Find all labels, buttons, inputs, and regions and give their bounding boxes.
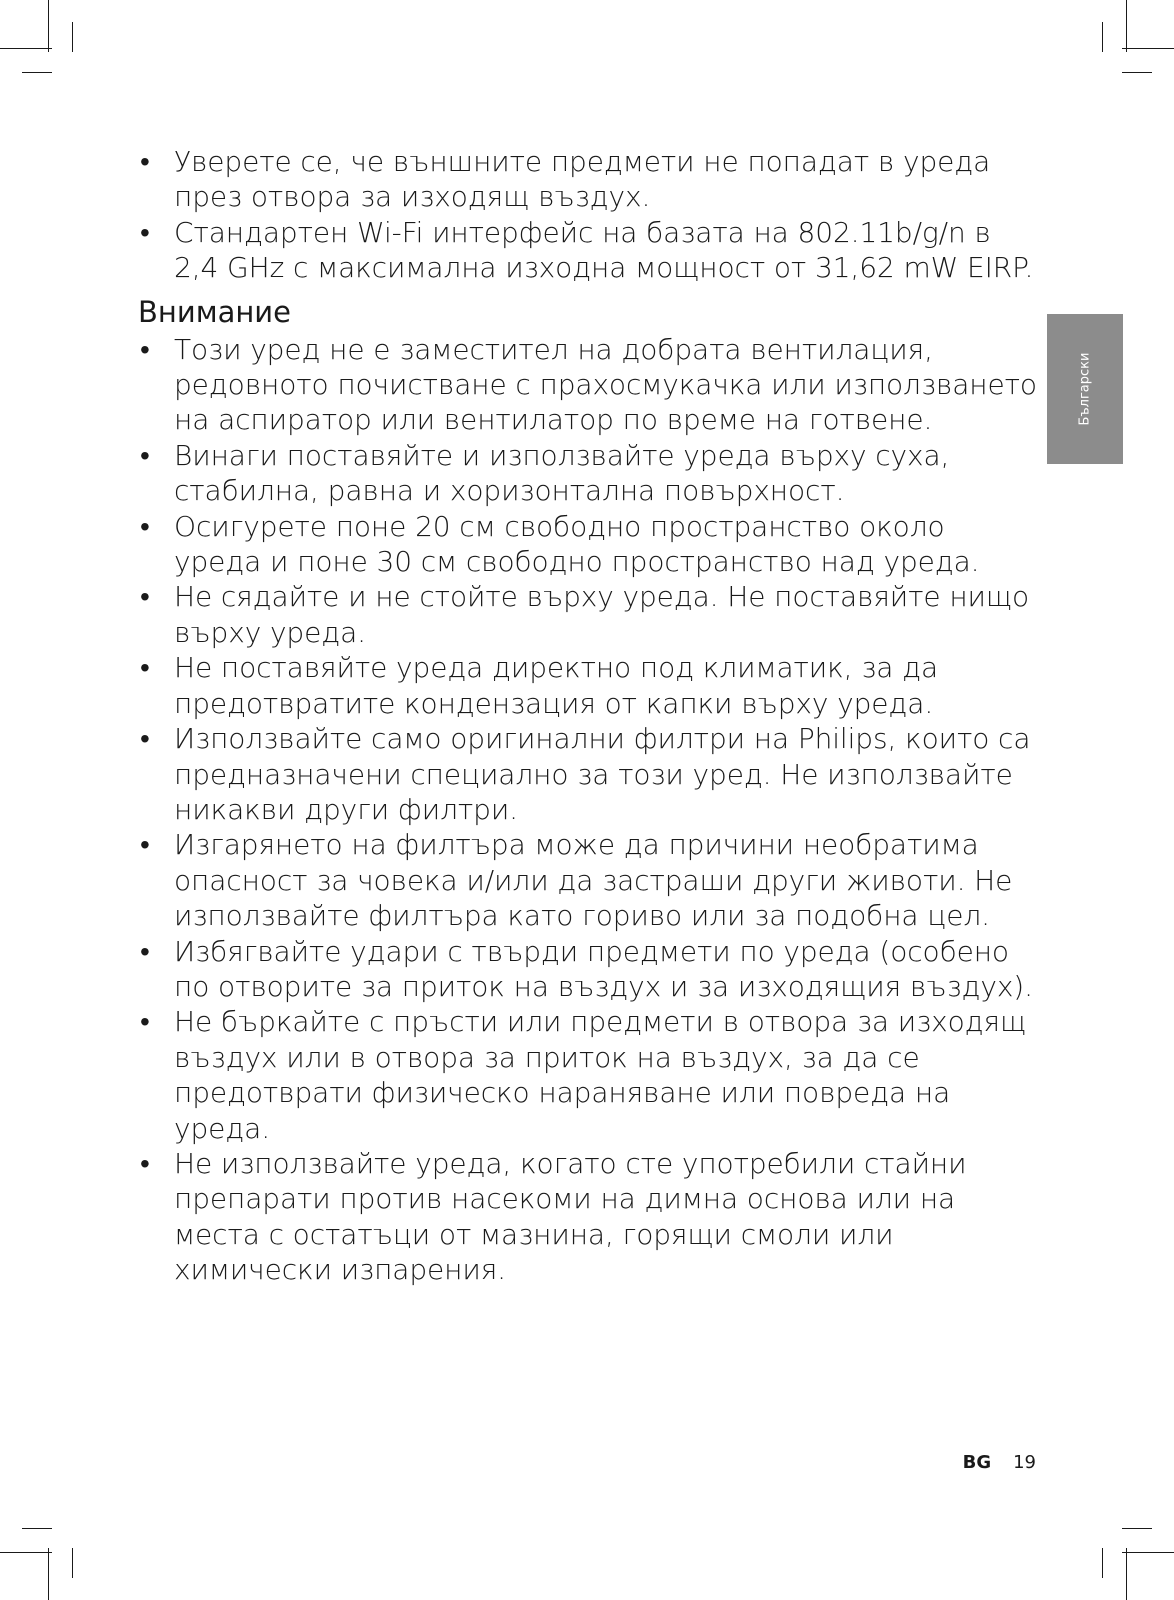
bullet-icon: • <box>140 934 150 968</box>
bullet-icon: • <box>140 332 150 366</box>
crop-mark <box>1122 48 1174 49</box>
bullet-icon: • <box>140 580 150 614</box>
caution-list <box>138 332 1038 1288</box>
list-item: • Използвайте само оригинални филтри на Philips, които са предназначени специално за този уред. Не използвайте никакви други филтри. <box>140 722 1031 826</box>
page-number: 19 <box>1013 1452 1036 1473</box>
crop-mark <box>72 22 73 52</box>
list-item: • Не използвайте уреда, когато сте употребили стайни препарати против насекоми на димна основа или на места с остатъци от мазнина, горящи смоли или химически изпарения. <box>140 1146 967 1287</box>
list-item: • Винаги поставяйте и използвайте уреда върху суха, стабилна, равна и хоризонтална повърхност. <box>140 438 950 508</box>
list-item: • Не бъркайте с пръсти или предмети в отвора за изходящ въздух или в отвора за приток на въздух, за да се предотврати физическо нараняване или повреда на уреда. <box>140 1005 1027 1145</box>
bullet-icon: • <box>140 1005 150 1039</box>
crop-mark <box>22 1528 52 1529</box>
crop-mark <box>1102 1548 1103 1578</box>
bullet-icon: • <box>140 722 150 756</box>
bullet-icon: • <box>140 828 150 862</box>
bullet-icon: • <box>140 215 150 249</box>
bullet-icon: • <box>140 145 150 178</box>
crop-mark <box>48 1548 49 1600</box>
list-item: • Уверете се, че външните предмети не попадат в уреда през отвора за изходящ въздух. <box>140 145 991 214</box>
bullet-icon: • <box>140 651 150 685</box>
crop-mark <box>22 72 52 73</box>
bullet-icon: • <box>140 1146 150 1180</box>
list-item: • Не сядайте и не стойте върху уреда. Не поставяйте нищо върху уреда. <box>140 580 1030 649</box>
list-item: • Избягвайте удари с твърди предмети по уреда (особено по отворите за приток на въздух и за изходящия въздух). <box>140 934 1033 1003</box>
language-tab <box>1047 314 1123 464</box>
crop-mark <box>1122 1552 1174 1553</box>
page-footer <box>940 1452 1036 1473</box>
list-item: • Осигурете поне 20 см свободно пространство около уреда и поне 30 см свободно пространство над уреда. <box>140 509 980 579</box>
list-item: • Изгарянето на филтъра може да причини необратима опасност за човека и/или да застраши други животи. Не използвайте филтъра като гориво или за подобна цел. <box>140 828 1013 933</box>
crop-mark <box>1126 1548 1127 1600</box>
intro-list <box>138 144 1038 286</box>
list-item: • Стандартен Wi-Fi интерфейс на базата на 802.11b/g/n в 2,4 GHz с максимална изходна мощност от 31,62 mW EIRP. <box>140 215 1034 285</box>
crop-mark <box>1102 22 1103 52</box>
bullet-icon: • <box>140 438 150 472</box>
crop-mark <box>1122 72 1152 73</box>
footer-language-code: BG <box>962 1452 992 1473</box>
language-tab-label: Български <box>1077 352 1093 426</box>
crop-mark <box>72 1548 73 1578</box>
crop-mark <box>0 48 52 49</box>
crop-mark <box>1126 0 1127 52</box>
list-item: • Този уред не е заместител на добрата вентилация, редовното почистване с прахосмукачка или използването на аспиратор или вентилатор по време на готвене. <box>140 332 1037 437</box>
bullet-icon: • <box>140 509 150 543</box>
caution-heading: Внимание <box>138 294 292 329</box>
crop-mark <box>0 1552 52 1553</box>
page-content <box>138 144 1038 1288</box>
crop-mark <box>48 0 49 52</box>
list-item: • Не поставяйте уреда директно под климатик, за да предотвратите кондензация от капки върху уреда. <box>140 651 939 720</box>
crop-mark <box>1122 1528 1152 1529</box>
